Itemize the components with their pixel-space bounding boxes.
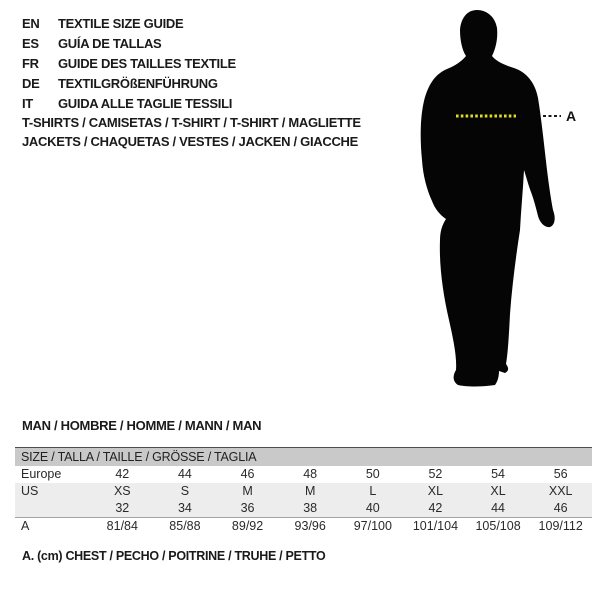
row-label <box>15 500 91 517</box>
section-title: MAN / HOMBRE / HOMME / MANN / MAN <box>22 418 262 433</box>
size-cell: 48 <box>303 467 318 481</box>
table-row-us-numeric <box>15 500 592 517</box>
table-row-europe <box>15 466 592 483</box>
size-cell: 46 <box>553 501 568 515</box>
table-row-chest <box>15 517 592 535</box>
size-cell: 50 <box>365 467 380 481</box>
language-code: ES <box>22 36 39 51</box>
size-cell: 101/104 <box>412 519 459 533</box>
size-cell: 85/88 <box>169 519 201 533</box>
language-label: TEXTILE SIZE GUIDE <box>58 16 184 31</box>
language-label: GUÍA DE TALLAS <box>58 36 162 51</box>
language-row <box>22 94 236 114</box>
size-cell: M <box>242 484 253 498</box>
size-cell: 44 <box>177 467 192 481</box>
size-cell: 52 <box>428 467 443 481</box>
language-code: FR <box>22 56 39 71</box>
size-cell: M <box>304 484 316 498</box>
size-cell: 32 <box>115 501 130 515</box>
size-cell: XXL <box>548 484 573 498</box>
size-cell: 38 <box>303 501 318 515</box>
size-cell: 42 <box>428 501 443 515</box>
size-cell: 89/92 <box>231 519 264 533</box>
language-list <box>22 14 236 114</box>
language-row <box>22 54 236 74</box>
size-cell: 36 <box>240 501 255 515</box>
size-cell: 56 <box>553 467 568 481</box>
row-label: US <box>21 484 39 498</box>
size-cell: 34 <box>177 501 192 515</box>
language-code: EN <box>22 16 40 31</box>
language-label: TEXTILGRÖßENFÜHRUNG <box>58 76 218 91</box>
language-row <box>22 74 236 94</box>
size-cell: 105/108 <box>475 519 521 533</box>
size-cell: 109/112 <box>538 519 583 533</box>
language-row <box>22 34 236 54</box>
size-cell: 97/100 <box>353 519 392 533</box>
language-label: GUIDE DES TAILLES TEXTILE <box>58 56 236 71</box>
table-header: SIZE / TALLA / TAILLE / GRÖSSE / TAGLIA <box>15 448 592 466</box>
size-cell: 93/96 <box>294 519 326 533</box>
size-cell: 54 <box>491 467 506 481</box>
language-code: IT <box>22 96 33 111</box>
size-table <box>15 447 592 535</box>
size-cell: XL <box>427 484 444 498</box>
size-cell: 81/84 <box>106 519 138 533</box>
size-cell: S <box>180 484 190 498</box>
table-row-us <box>15 483 592 500</box>
size-cell: 44 <box>491 501 506 515</box>
language-code: DE <box>22 76 40 91</box>
size-cell: L <box>369 484 377 498</box>
size-cell: 46 <box>240 467 255 481</box>
measurement-footnote: A. (cm) CHEST / PECHO / POITRINE / TRUHE / PETTO <box>22 549 326 563</box>
size-cell: XS <box>113 484 131 498</box>
man-silhouette <box>421 10 555 387</box>
measure-label-a: A <box>566 108 577 124</box>
language-label: GUIDA ALLE TAGLIE TESSILI <box>58 96 233 111</box>
category-list <box>22 113 361 151</box>
man-figure <box>402 4 582 394</box>
category-line-tshirts: T-SHIRTS / CAMISETAS / T-SHIRT / T-SHIRT / MAGLIETTE <box>22 115 361 130</box>
size-cell: 42 <box>115 467 130 481</box>
row-label: Europe <box>21 467 62 481</box>
row-label: A <box>21 519 30 533</box>
language-row <box>22 14 236 34</box>
category-line-jackets: JACKETS / CHAQUETAS / VESTES / JACKEN / GIACCHE <box>22 134 358 149</box>
size-cell: XL <box>490 484 506 498</box>
size-cell: 40 <box>365 501 380 515</box>
